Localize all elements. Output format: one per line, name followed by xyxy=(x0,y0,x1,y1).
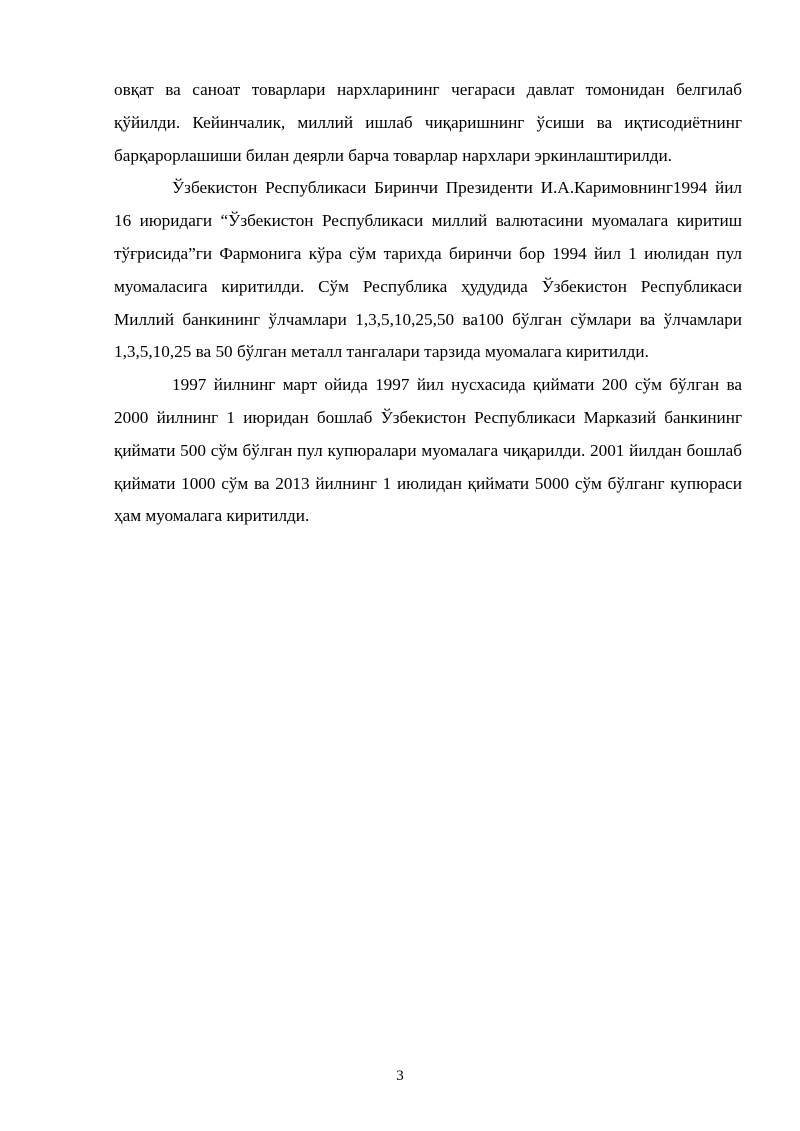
paragraph-banknotes: 1997 йилнинг март ойида 1997 йил нусхасида қиймати 200 сўм бўлган ва 2000 йилнинг 1 июридан бошлаб Ўзбекистон Республикаси Марказий банкининг қиймати 500 сўм бўлган пул купюралари муомалага чиқарилди. 2001 йилдан бошлаб қиймати 1000 сўм ва 2013 йилнинг 1 июлидан қиймати 5000 сўм бўлганг купюраси ҳам муомалага киритилди. xyxy=(114,375,742,526)
paragraph-continuation: овқат ва саноат товарлари нархларининг чегараси давлат томонидан белгилаб қўйилди. Кейинчалик, миллий ишлаб чиқаришнинг ўсиши ва иқтисодиётнинг барқарорлашиши билан деярли барча товарлар нархлари эркинлаштирилди. xyxy=(114,80,742,165)
document-body xyxy=(114,74,742,533)
paragraph-som-introduction: Ўзбекистон Республикаси Биринчи Президенти И.А.Каримовнинг1994 йил 16 июридаги “Ўзбекистон Республикаси миллий валютасини муомалага киритиш тўғрисида”ги Фармонига кўра сўм тарихда биринчи бор 1994 йил 1 июлидан пул муомаласига киритилди. Сўм Республика ҳудудида Ўзбекистон Республикаси Миллий банкининг ўлчамлари 1,3,5,10,25,50 ва100 бўлган сўмлари ва ўлчамлари 1,3,5,10,25 ва 50 бўлган металл тангалари тарзида муомалага киритилди. xyxy=(114,178,742,362)
page-number: 3 xyxy=(396,1068,404,1084)
